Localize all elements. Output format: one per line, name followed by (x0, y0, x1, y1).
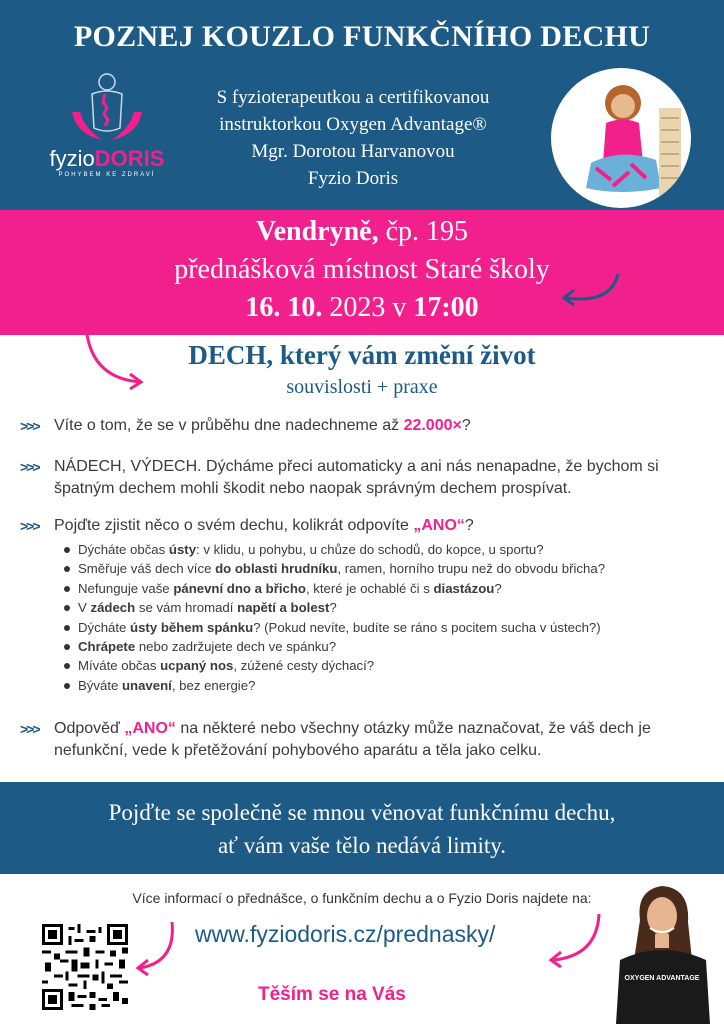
header-banner (0, 0, 724, 210)
bullet-item: >>> Víte o tom, že se v průběhu dne nadechneme až 22.000×? (20, 415, 700, 437)
logo-wordmark: fyzioDORIS (49, 146, 165, 171)
list-item: Nefunguje vaše pánevní dno a břicho, které je ochablé či s diastázou? (62, 579, 712, 598)
website-link[interactable]: www.fyziodoris.cz/prednasky/ (195, 921, 496, 947)
list-item: Dýcháte ústy během spánku? (Pokud nevíte, budíte se ráno s pocitem sucha v ústech?) (62, 618, 712, 637)
bullet-item: >>> Pojďte zjistit něco o svém dechu, kolikrát odpovíte „ANO“? (20, 515, 700, 537)
list-item: Míváte občas ucpaný nos, zúžené cesty dýchací? (62, 656, 712, 675)
intro-line: S fyzioterapeutkou a certifikovanou (216, 87, 490, 108)
page-title: POZNEJ KOUZLO FUNKČNÍHO DECHU (73, 20, 651, 53)
curved-arrow-icon (132, 918, 182, 978)
bullet-item: >>> Odpověď „ANO“ na některé nebo všechny otázky může naznačovat, že váš dech je nefunkční, vede k přetěžování pohybového aparátu a těla jako celku. (20, 720, 651, 759)
spine-figure-icon (42, 68, 172, 148)
triple-chevron-icon: >>> (20, 459, 39, 475)
intro-text (178, 84, 528, 192)
event-place: Vendryně, čp. 195 (255, 216, 469, 247)
info-text: Více informací o přednášce, o funkčním dechu a o Fyzio Doris najdete na: (132, 890, 592, 906)
logo-tagline: POHYBEM KE ZDRAVÍ (58, 172, 156, 178)
qr-code[interactable] (42, 924, 128, 1010)
cta-text: Pojďte se společně se mnou věnovat funkčnímu dechu, ať vám vaše tělo nedává limity. (108, 800, 616, 858)
event-room: přednášková místnost Staré školy (174, 254, 550, 285)
fyziodoris-logo (42, 68, 172, 188)
cta-banner (0, 782, 724, 874)
list-item: Chrápete nebo zadržujete dech ve spánku? (62, 637, 712, 656)
triple-chevron-icon: >>> (20, 518, 39, 534)
question-list (62, 540, 712, 695)
intro-line: Fyzio Doris (307, 168, 399, 189)
shirt-text: OXYGEN ADVANTAGE (624, 975, 700, 982)
event-datetime: 16. 10. 2023 v 17:00 (245, 292, 479, 323)
instructor-photo (610, 880, 715, 1024)
triple-chevron-icon: >>> (20, 418, 39, 434)
section-title: DECH, který vám změní život (188, 340, 536, 370)
section-subtitle: souvislosti + praxe (286, 376, 438, 398)
instructor-photo (551, 68, 691, 208)
list-item: Dýcháte občas ústy: v klidu, u pohybu, u chůze do schodů, do kopce, u sportu? (62, 540, 712, 559)
list-item: V zádech se vám hromadí napětí a bolest? (62, 598, 712, 617)
triple-chevron-icon: >>> (20, 721, 39, 737)
intro-line: instruktorkou Oxygen Advantage® (219, 114, 487, 135)
curved-arrow-icon (556, 270, 626, 310)
closing-text: Těším se na Vás (258, 984, 406, 1005)
list-item: Směřuje váš dech více do oblasti hrudníku, ramen, horního trupu než do obvodu břicha? (62, 559, 712, 578)
list-item: Býváte unavení, bez energie? (62, 676, 712, 695)
intro-line: Mgr. Dorotou Harvanovou (251, 141, 455, 162)
bullet-item: >>> NÁDECH, VÝDECH. Dýcháme přeci automaticky a ani nás nenapadne, že bychom si špatným dechem mohli škodit nebo naopak správným dechem prospívat. (20, 458, 659, 497)
curved-arrow-icon (545, 910, 605, 970)
